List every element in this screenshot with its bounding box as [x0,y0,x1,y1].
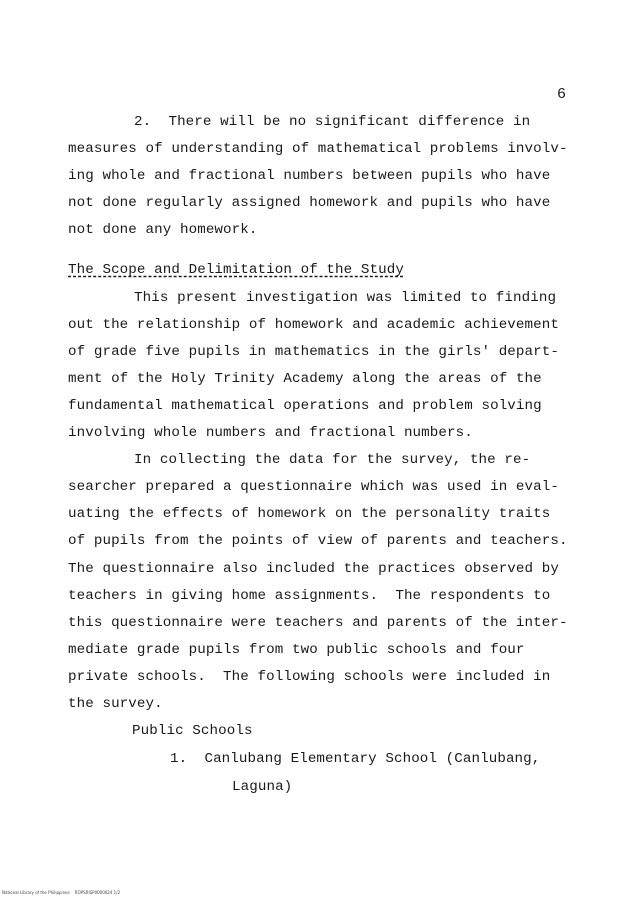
data-paragraph-line: uating the effects of homework on the personality traits [68,506,551,522]
data-paragraph-line: the survey. [68,696,163,712]
school-list-item-continuation: Laguna) [232,779,293,795]
hypothesis-2-line: not done regularly assigned homework and pupils who have [68,195,551,211]
scope-paragraph-line: ment of the Holy Trinity Academy along the areas of the [68,371,542,387]
data-paragraph-line: The questionnaire also included the practices observed by [68,561,559,577]
data-paragraph-line: mediate grade pupils from two public schools and four [68,642,525,658]
hypothesis-2-line: measures of understanding of mathematical problems involv- [68,141,568,157]
scope-paragraph-line: fundamental mathematical operations and problem solving [68,398,542,414]
scope-paragraph-line: out the relationship of homework and academic achievement [68,317,559,333]
scope-paragraph-line: of grade five pupils in mathematics in the girls' depart- [68,344,559,360]
hypothesis-2-line: not done any homework. [68,222,258,238]
archive-footer: National Library of the Philippines ROPSRISP0000024 1/2 [2,890,121,895]
data-paragraph-line: teachers in giving home assignments. The respondents to [68,588,551,604]
data-paragraph-line: of pupils from the points of view of parents and teachers. [68,533,568,549]
page-number: 6 [557,86,567,103]
school-list-item: 1. Canlubang Elementary School (Canlubang, [170,751,541,767]
scope-paragraph-line: involving whole numbers and fractional numbers. [68,425,473,441]
section-heading: The Scope and Delimitation of the Study [68,262,404,278]
data-paragraph-line: private schools. The following schools were included in [68,669,551,685]
hypothesis-2-line: 2. There will be no significant difference in [134,114,531,130]
hypothesis-2-line: ing whole and fractional numbers between pupils who have [68,168,551,184]
data-paragraph-line: searcher prepared a questionnaire which was used in eval- [68,479,559,495]
data-paragraph-line: In collecting the data for the survey, the re- [134,452,531,468]
public-schools-label: Public Schools [132,723,253,739]
data-paragraph-line: this questionnaire were teachers and parents of the inter- [68,615,568,631]
scope-paragraph-line: This present investigation was limited to finding [134,290,557,306]
